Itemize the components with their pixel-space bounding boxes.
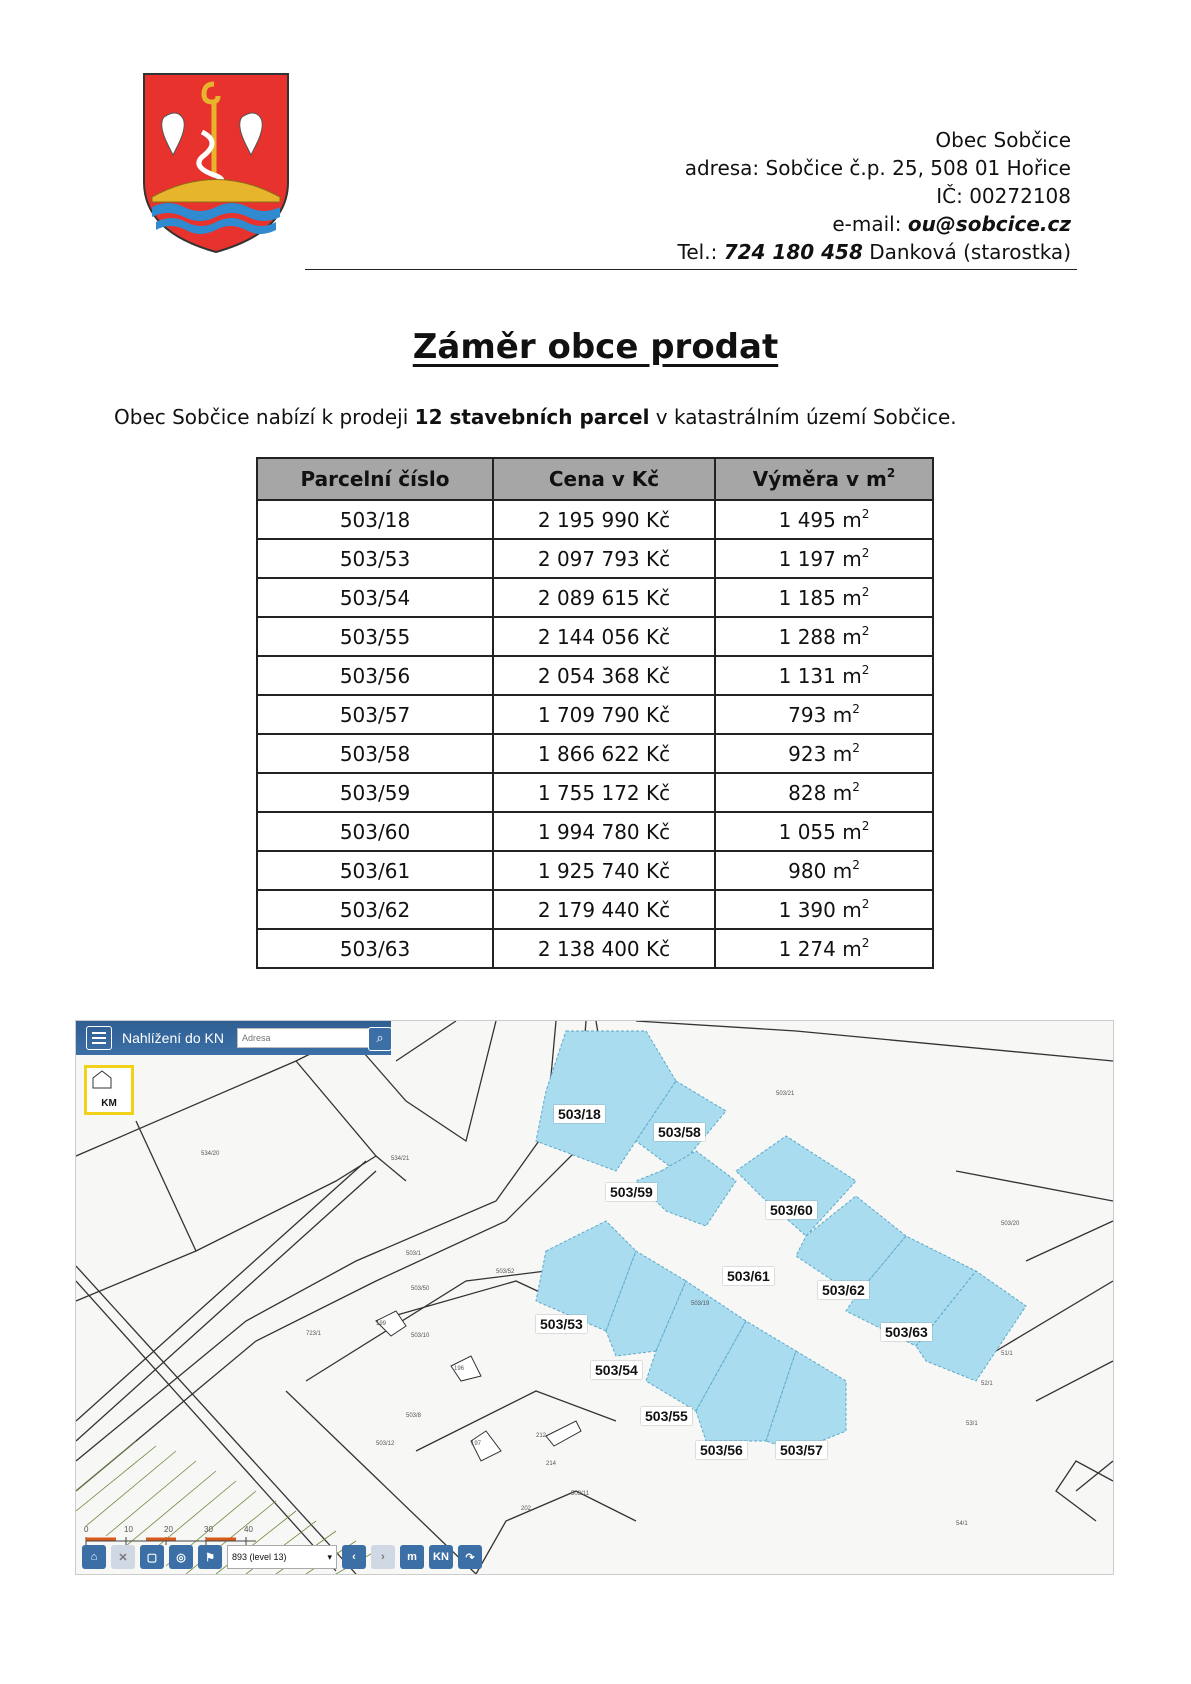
cadastral-number: 723/1 (306, 1331, 322, 1337)
cell-area (715, 578, 933, 617)
cadastral-number: 534/21 (391, 1156, 410, 1162)
tel-person: Danková (starostka) (862, 240, 1071, 264)
cell-area-sup: 2 (852, 740, 860, 755)
table-row (257, 695, 933, 734)
table-row (257, 851, 933, 890)
cell-area-value: 828 (788, 780, 827, 805)
cell-parcel: 503/56 (257, 656, 493, 695)
cell-price: 1 994 780 Kč (493, 812, 715, 851)
table-row (257, 617, 933, 656)
table-row (257, 812, 933, 851)
cadastral-number: 503/11 (571, 1491, 589, 1497)
cadastral-number: 503/20 (1001, 1221, 1020, 1227)
back-icon[interactable]: ‹ (342, 1545, 366, 1569)
parcel-label[interactable]: 503/55 (641, 1407, 692, 1425)
cadastral-number: 199 (376, 1321, 387, 1327)
ic-number: IČ: 00272108 (936, 184, 1071, 208)
cell-area (715, 734, 933, 773)
map-bottom-toolbar (82, 1543, 482, 1571)
org-name: Obec Sobčice (935, 128, 1071, 152)
cell-parcel: 503/61 (257, 851, 493, 890)
cell-area-sup: 2 (861, 545, 870, 560)
cell-parcel: 503/62 (257, 890, 493, 929)
cell-area-unit: m (842, 624, 862, 649)
cadastral-number: 503/12 (376, 1441, 395, 1447)
home-icon[interactable]: ⌂ (82, 1545, 106, 1569)
cell-area-sup: 2 (852, 701, 860, 716)
table-row (257, 734, 933, 773)
address: adresa: Sobčice č.p. 25, 508 01 Hořice (684, 156, 1071, 180)
parcel-label[interactable]: 503/57 (776, 1441, 827, 1459)
header-area (715, 458, 933, 500)
cell-area-unit: m (842, 546, 862, 571)
cadastral-number: 214 (546, 1461, 557, 1467)
cell-area-value: 1 495 (778, 507, 836, 532)
cadastral-number: 51/1 (1001, 1351, 1013, 1357)
cell-price: 2 195 990 Kč (493, 500, 715, 539)
parcel-label[interactable]: 503/62 (818, 1281, 869, 1299)
cell-area-sup: 2 (852, 857, 860, 872)
cell-parcel: 503/57 (257, 695, 493, 734)
cadastral-number: 503/21 (776, 1091, 795, 1097)
cell-parcel: 503/60 (257, 812, 493, 851)
cell-area-sup: 2 (861, 896, 870, 911)
parcel-label[interactable]: 503/56 (696, 1441, 747, 1459)
forward-icon[interactable]: › (371, 1545, 395, 1569)
cell-price: 1 755 172 Kč (493, 773, 715, 812)
cell-area-unit: m (842, 663, 862, 688)
cell-price: 2 089 615 Kč (493, 578, 715, 617)
cadastral-number: 503/50 (411, 1286, 430, 1292)
cadastral-number: 503/52 (496, 1269, 515, 1275)
scale-label: 40 (244, 1525, 253, 1534)
cell-area-sup: 2 (852, 779, 860, 794)
table-row (257, 500, 933, 539)
cell-area-sup: 2 (861, 662, 870, 677)
table-row (257, 656, 933, 695)
email-link[interactable]: ou@sobcice.cz (907, 212, 1071, 236)
cadastral-number: 54/1 (956, 1521, 968, 1527)
zoom-level-value: 893 (level 13) (232, 1552, 287, 1562)
locate-icon[interactable]: ◎ (169, 1545, 193, 1569)
cell-parcel: 503/63 (257, 929, 493, 968)
cell-area-unit: m (832, 741, 853, 766)
parcel-label[interactable]: 503/54 (591, 1361, 642, 1379)
header-parcel: Parcelní číslo (257, 458, 493, 500)
cell-price: 1 709 790 Kč (493, 695, 715, 734)
cell-area-sup: 2 (861, 584, 870, 599)
cell-area-unit: m (842, 936, 862, 961)
scale-label: 20 (164, 1525, 173, 1534)
map-canvas (76, 1021, 1113, 1574)
zoom-extent-icon[interactable]: ▢ (140, 1545, 164, 1569)
scale-label: 10 (124, 1525, 133, 1534)
cell-area-sup: 2 (861, 623, 870, 638)
intro-text-1: Obec Sobčice nabízí k prodeji (114, 405, 415, 429)
cell-area (715, 890, 933, 929)
cell-area-unit: m (842, 897, 862, 922)
cadastral-number: 503/10 (411, 1333, 430, 1339)
parcel-label[interactable]: 503/53 (536, 1315, 587, 1333)
measure-icon[interactable]: m (400, 1545, 424, 1569)
parcel-label[interactable]: 503/58 (654, 1123, 705, 1141)
cadastral-number: 534/20 (201, 1151, 220, 1157)
km-layer-button[interactable] (84, 1065, 134, 1115)
cell-area-value: 923 (788, 741, 827, 766)
intro-text-2: v katastrálním území Sobčice. (649, 405, 957, 429)
cell-parcel: 503/53 (257, 539, 493, 578)
cell-parcel: 503/54 (257, 578, 493, 617)
search-icon[interactable]: ⌕ (368, 1027, 392, 1051)
header-area-sup: 2 (886, 466, 896, 481)
cell-area (715, 773, 933, 812)
table-row (257, 578, 933, 617)
km-label: KM (101, 1098, 117, 1109)
table-row (257, 929, 933, 968)
municipality-contact (678, 126, 1071, 266)
cell-price: 2 179 440 Kč (493, 890, 715, 929)
scale-label: 0 (84, 1525, 89, 1534)
share-icon[interactable]: ↷ (458, 1545, 482, 1569)
cadastral-number: 202 (521, 1506, 532, 1512)
cadastral-number: 197 (471, 1441, 482, 1447)
cell-area-value: 1 197 (778, 546, 836, 571)
cell-area (715, 656, 933, 695)
cadastral-number: 52/1 (981, 1381, 993, 1387)
cell-parcel: 503/18 (257, 500, 493, 539)
address-search-input[interactable] (237, 1028, 372, 1048)
cadastral-number: 196 (454, 1366, 465, 1372)
cell-parcel: 503/59 (257, 773, 493, 812)
intro-paragraph (114, 405, 957, 429)
tel-number: 724 180 458 (723, 240, 863, 264)
cell-parcel: 503/58 (257, 734, 493, 773)
cell-area (715, 500, 933, 539)
cell-area-value: 1 274 (778, 936, 836, 961)
header-price: Cena v Kč (493, 458, 715, 500)
cell-area-unit: m (842, 507, 862, 532)
parcel-label[interactable]: 503/63 (881, 1323, 932, 1341)
tel-label: Tel.: (677, 240, 724, 264)
cell-area-value: 1 390 (778, 897, 836, 922)
cell-area-unit: m (832, 702, 853, 727)
header-area-text: Výměra v m (752, 467, 887, 491)
cadastral-number: 503/8 (406, 1413, 422, 1419)
cadastral-map[interactable] (75, 1020, 1114, 1575)
cadastral-number: 503/19 (691, 1301, 710, 1307)
document-title: Záměr obce prodat (412, 327, 779, 367)
cell-price: 1 925 740 Kč (493, 851, 715, 890)
cell-area (715, 695, 933, 734)
intro-bold: 12 stavebních parcel (414, 405, 650, 429)
cell-area-unit: m (832, 780, 853, 805)
cell-area-unit: m (832, 858, 853, 883)
cell-price: 2 097 793 Kč (493, 539, 715, 578)
cell-area (715, 851, 933, 890)
cell-area (715, 929, 933, 968)
parcel-label[interactable]: 503/60 (766, 1201, 817, 1219)
cell-parcel: 503/55 (257, 617, 493, 656)
cell-area-sup: 2 (861, 818, 870, 833)
table-row (257, 890, 933, 929)
menu-icon[interactable] (86, 1026, 112, 1050)
cell-area-unit: m (842, 819, 862, 844)
email-line (678, 210, 1071, 238)
cell-area-sup: 2 (861, 935, 870, 950)
chevron-down-icon: ▾ (327, 1551, 332, 1562)
scale-label: 30 (204, 1525, 213, 1534)
parcel-table (256, 457, 934, 969)
cadastral-number: 503/1 (406, 1251, 422, 1257)
cell-area-value: 980 (788, 858, 827, 883)
pin-icon[interactable]: ⚑ (198, 1545, 222, 1569)
table-row (257, 773, 933, 812)
tel-line (678, 238, 1071, 266)
cell-area-value: 1 185 (778, 585, 836, 610)
cell-area-value: 1 131 (778, 663, 836, 688)
cell-price: 2 054 368 Kč (493, 656, 715, 695)
parcel-label[interactable]: 503/61 (723, 1267, 774, 1285)
house-outline-icon (87, 1068, 117, 1090)
cell-price: 1 866 622 Kč (493, 734, 715, 773)
table-row (257, 539, 933, 578)
cell-area-value: 1 055 (778, 819, 836, 844)
cell-area (715, 812, 933, 851)
coat-of-arms-logo (142, 72, 290, 254)
cell-area-sup: 2 (861, 506, 870, 521)
cell-price: 2 144 056 Kč (493, 617, 715, 656)
close-icon[interactable]: ✕ (111, 1545, 135, 1569)
map-app-title: Nahlížení do KN (122, 1030, 224, 1046)
email-label: e-mail: (832, 212, 908, 236)
cell-area (715, 539, 933, 578)
cell-area (715, 617, 933, 656)
zoom-level-select[interactable] (227, 1545, 337, 1569)
table-header-row (257, 458, 933, 500)
parcel-label[interactable]: 503/18 (554, 1105, 605, 1123)
cell-area-value: 793 (788, 702, 827, 727)
cell-area-value: 1 288 (778, 624, 836, 649)
cadastral-number: 212 (536, 1433, 547, 1439)
header-divider (305, 269, 1077, 270)
cell-price: 2 138 400 Kč (493, 929, 715, 968)
parcel-label[interactable]: 503/59 (606, 1183, 657, 1201)
cadastral-number: 53/1 (966, 1421, 978, 1427)
kn-button[interactable]: KN (429, 1545, 453, 1569)
cell-area-unit: m (842, 585, 862, 610)
